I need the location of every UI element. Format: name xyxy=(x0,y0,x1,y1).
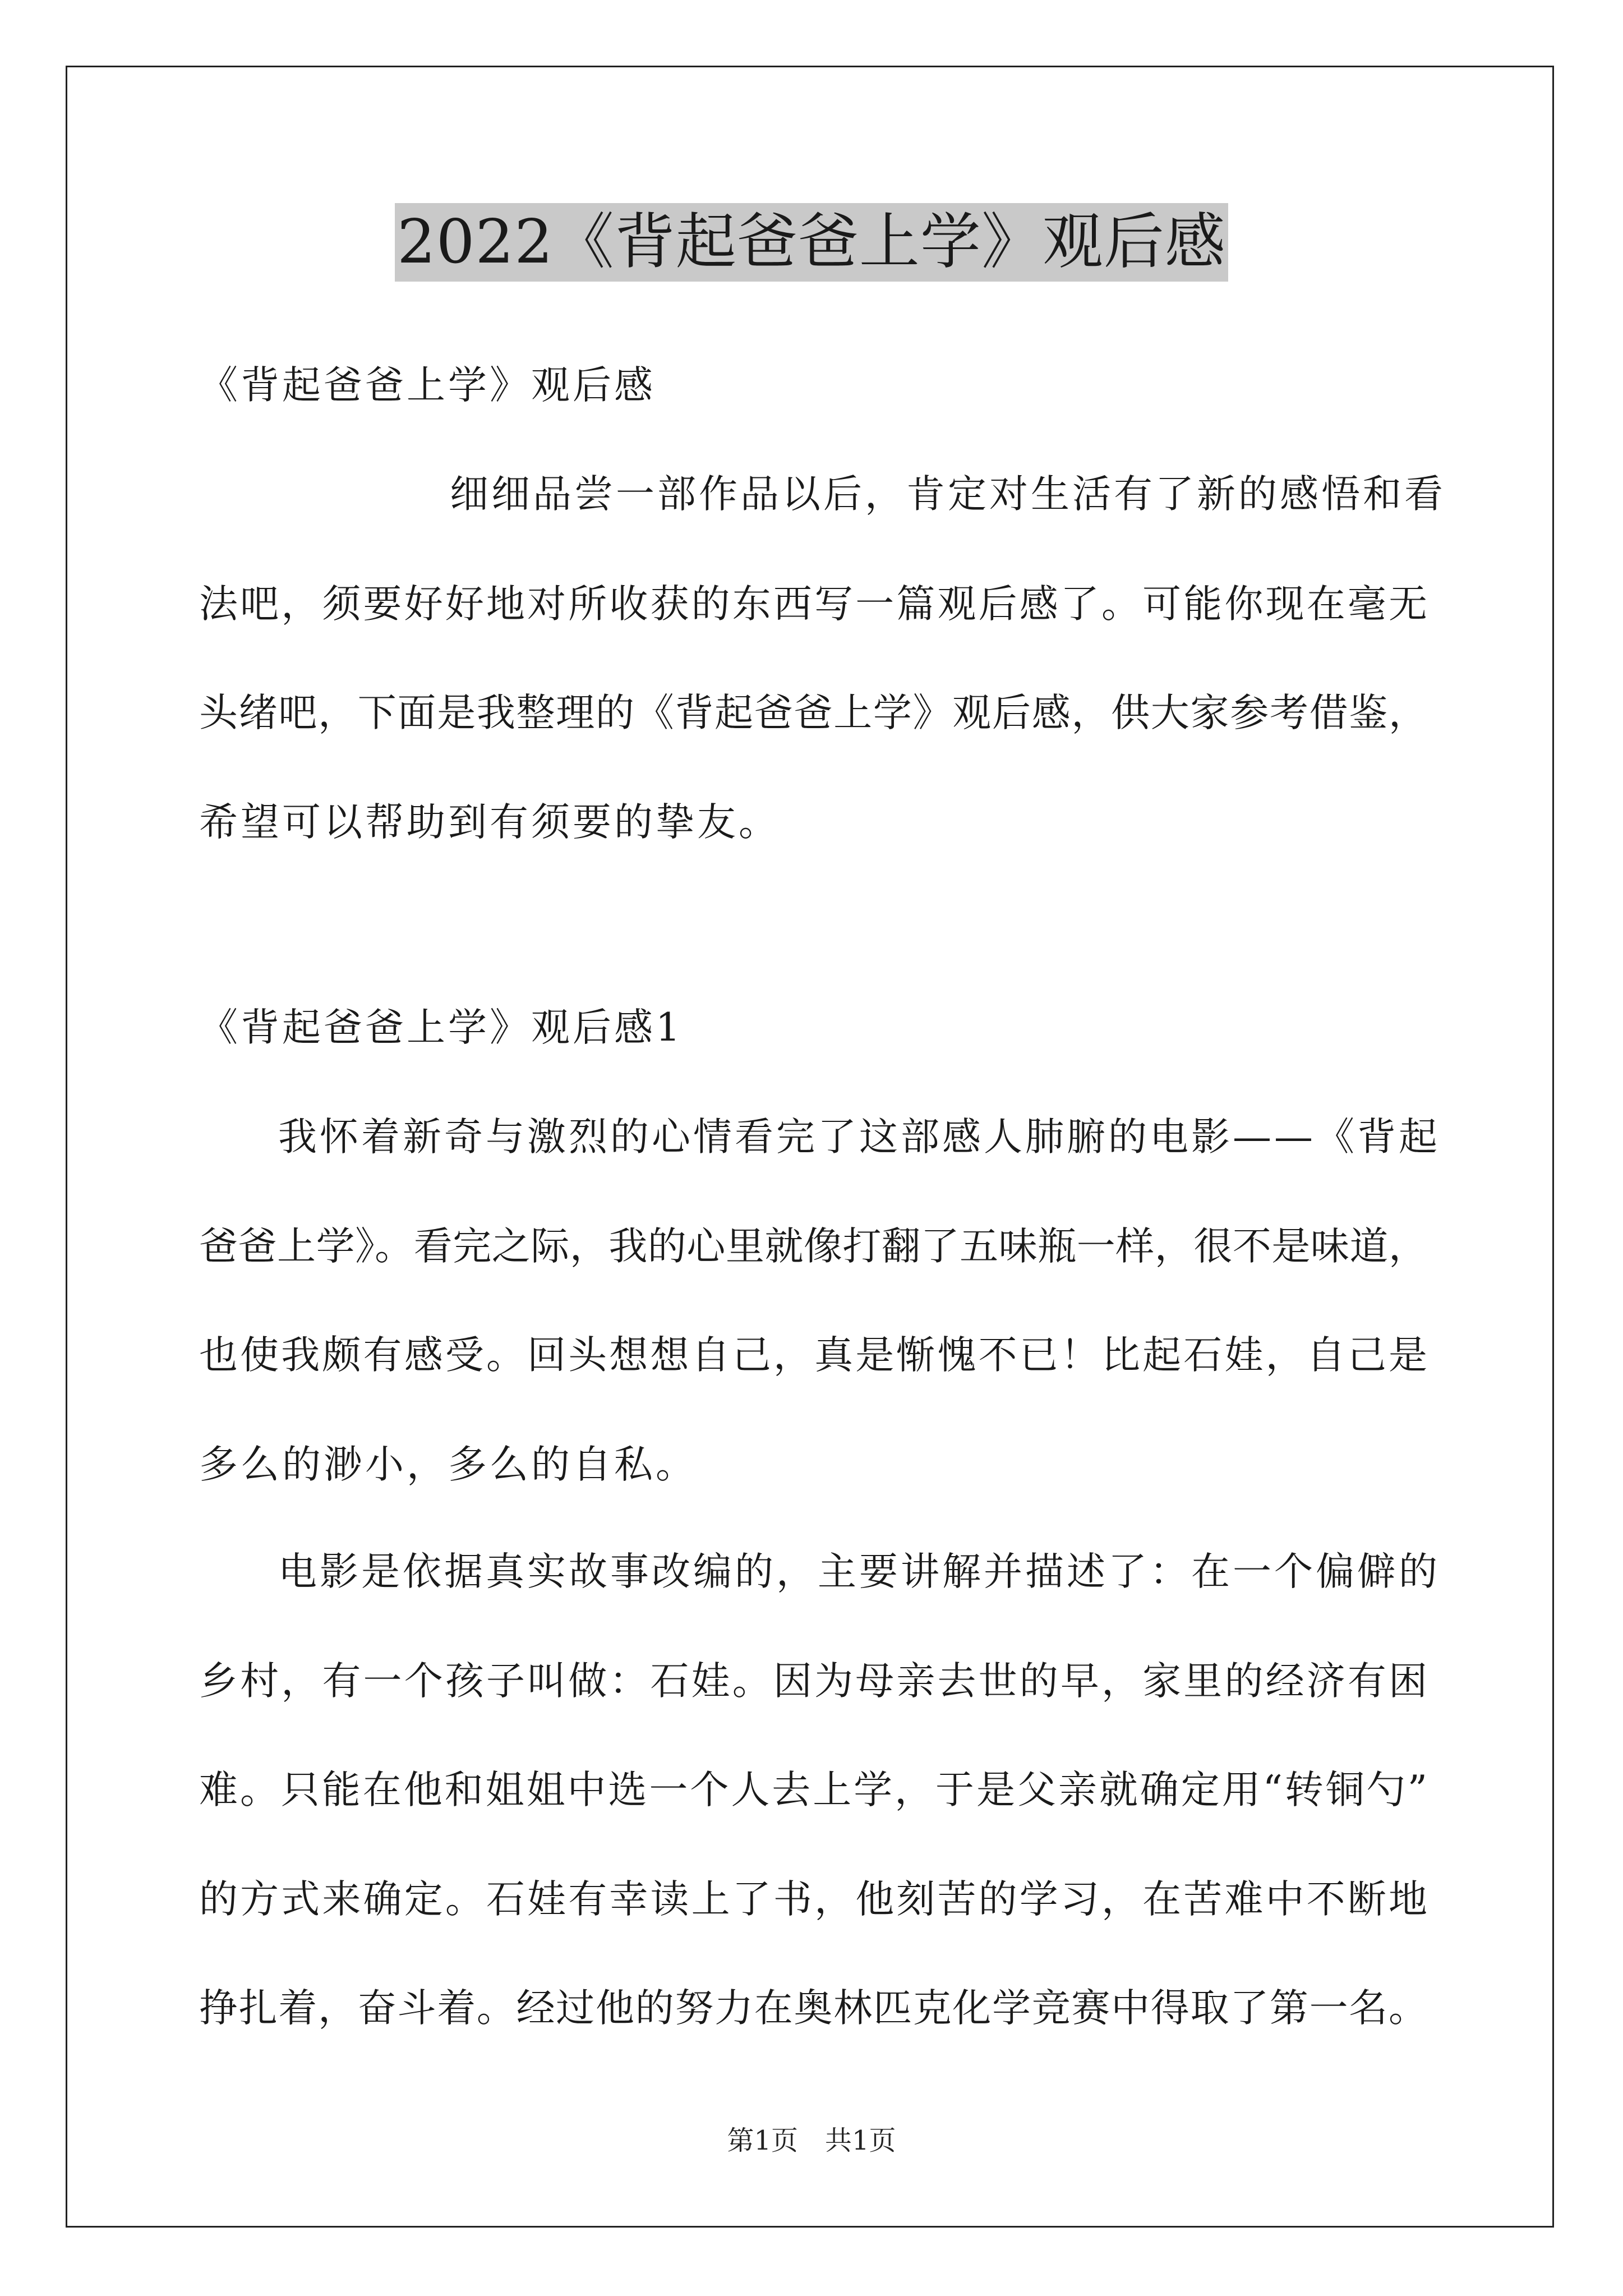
document-subtitle: 《背起爸爸上学》观后感 xyxy=(199,363,656,408)
paragraph1-line-4: 多么的渺小，多么的自私。 xyxy=(199,1442,697,1487)
paragraph2-line-3: 难。只能在他和姐姐中选一个人去上学，于是父亲就确定用“转铜勺” xyxy=(199,1768,1427,1812)
paragraph2-line-5: 挣扎着，奋斗着。经过他的努力在奥林匹克化学竞赛中得取了第一名。 xyxy=(199,1986,1427,2031)
paragraph1-line-2: 爸爸上学》。看完之际，我的心里就像打翻了五味瓶一样，很不是味道， xyxy=(199,1224,1427,1269)
intro-line-1: 细细品尝一部作品以后，肯定对生活有了新的感悟和看 xyxy=(450,472,1446,517)
intro-line-4: 希望可以帮助到有须要的挚友。 xyxy=(199,800,780,845)
paragraph2-line-4: 的方式来确定。石娃有幸读上了书，他刻苦的学习，在苦难中不断地 xyxy=(199,1877,1427,1922)
paragraph1-line-3: 也使我颇有感受。回头想想自己，真是惭愧不已！比起石娃，自己是 xyxy=(199,1333,1427,1378)
document-title: 2022《背起爸爸上学》观后感 xyxy=(395,203,1228,282)
page-footer: 第1页 共1页 xyxy=(727,2125,896,2156)
paragraph2-line-2: 乡村，有一个孩子叫做：石娃。因为母亲去世的早，家里的经济有困 xyxy=(199,1659,1427,1704)
intro-line-3: 头绪吧，下面是我整理的《背起爸爸上学》观后感，供大家参考借鉴， xyxy=(199,691,1427,735)
paragraph2-line-1: 电影是依据真实故事改编的，主要讲解并描述了：在一个偏僻的 xyxy=(278,1549,1440,1594)
section-heading: 《背起爸爸上学》观后感1 xyxy=(199,1005,683,1050)
paragraph1-line-1: 我怀着新奇与激烈的心情看完了这部感人肺腑的电影——《背起 xyxy=(278,1115,1440,1159)
intro-line-2: 法吧，须要好好地对所收获的东西写一篇观后感了。可能你现在毫无 xyxy=(199,582,1427,627)
title-container xyxy=(0,203,1623,282)
